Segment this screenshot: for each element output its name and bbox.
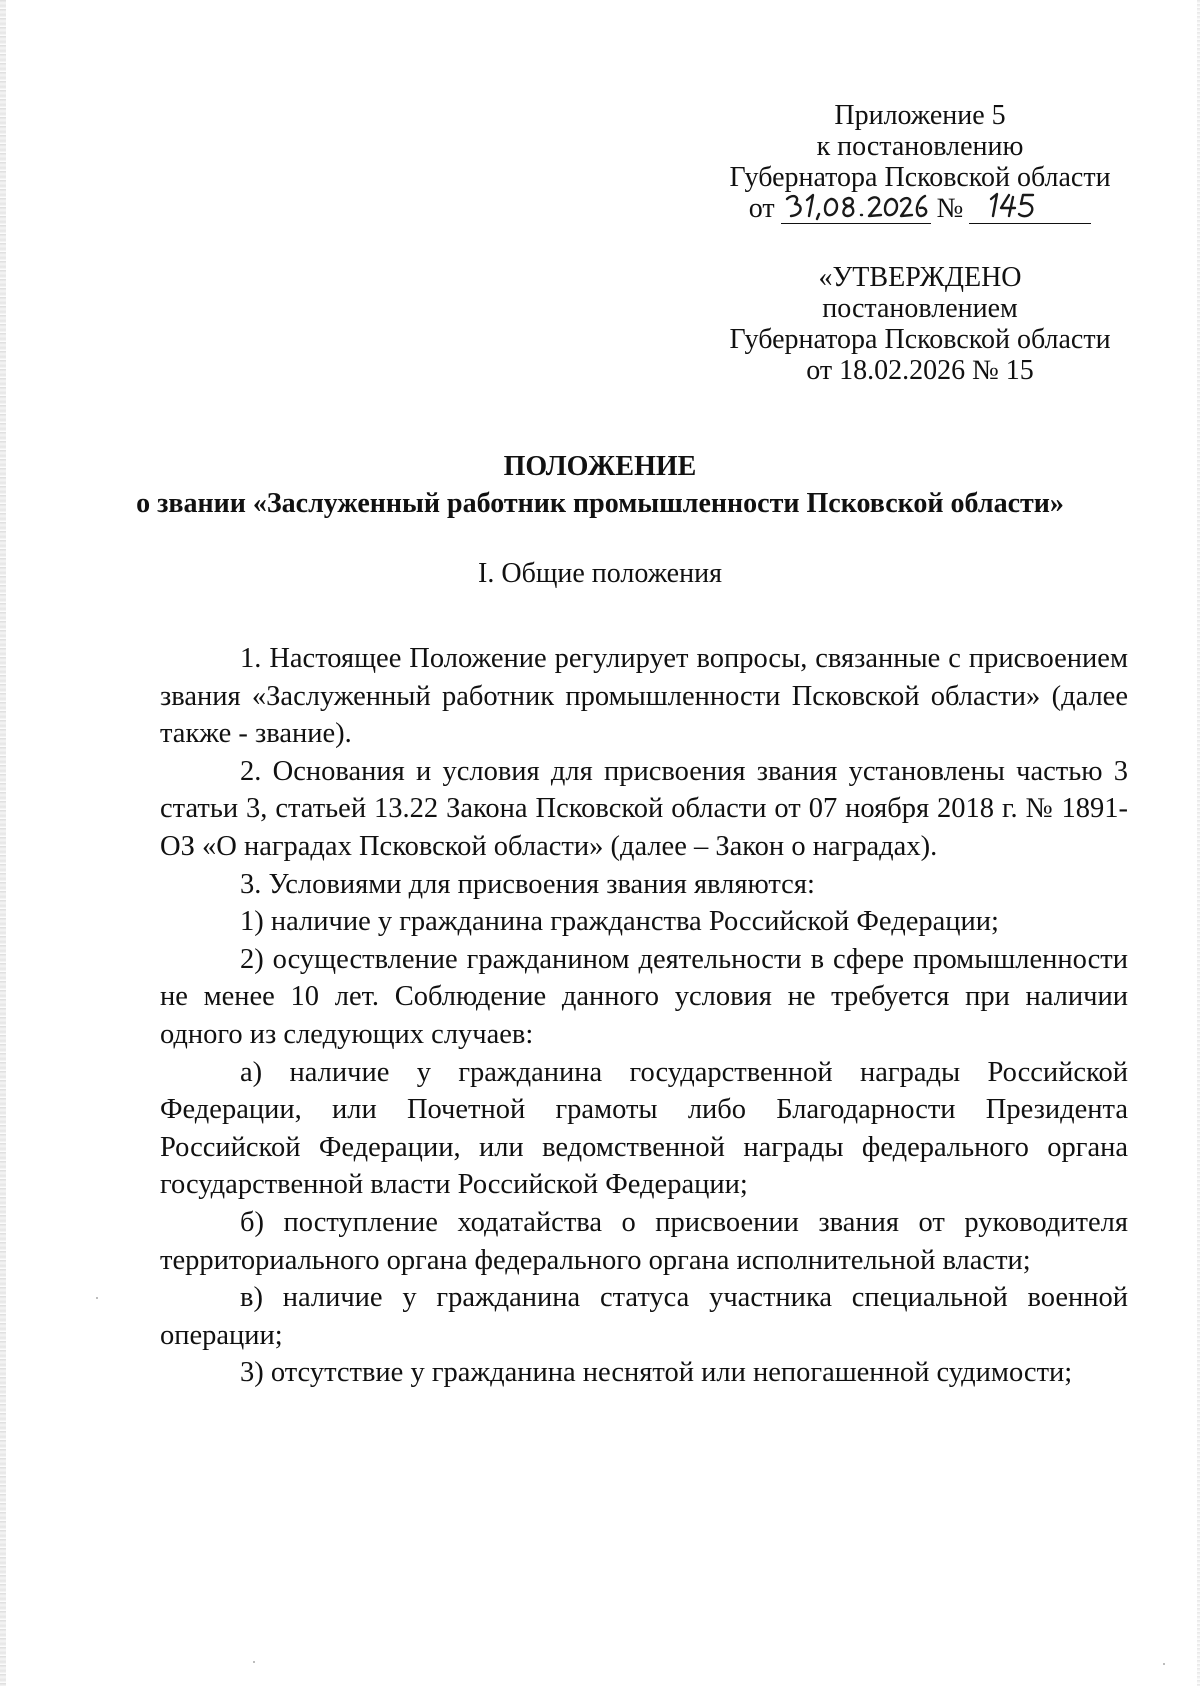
appendix-line-2: к постановлению bbox=[816, 131, 1024, 162]
paragraph-2: 2. Основания и условия для присвоения звания установлены частью 3 статьи 3, статьей 13.22 Закона Псковской области от 07 ноября 2018 г. № 1891-ОЗ «О наградах Псковской области» (далее – Закон о наградах). bbox=[160, 755, 1128, 862]
approved-line-2: постановлением bbox=[822, 293, 1018, 324]
document-subtitle: о звании «Заслуженный работник промышленности Псковской области» bbox=[136, 488, 1064, 519]
appendix-line-1: Приложение 5 bbox=[834, 100, 1006, 131]
approved-line-3: Губернатора Псковской области bbox=[729, 324, 1111, 355]
document-body bbox=[160, 640, 1128, 1392]
appendix-line-3: Губернатора Псковской области bbox=[729, 162, 1111, 193]
handwritten-date bbox=[781, 193, 931, 224]
appendix-date-line bbox=[700, 193, 1140, 224]
approval-header bbox=[700, 262, 1140, 386]
paragraph-3-item-2: 2) осуществление гражданином деятельности в сфере промышленности не менее 10 лет. Соблюдение данного условия не требуется при наличии одного из следующих случаев: bbox=[160, 943, 1128, 1050]
number-sign: № bbox=[936, 193, 964, 224]
paragraph-3-item-1: 1) наличие у гражданина гражданства Российской Федерации; bbox=[240, 906, 999, 938]
paragraph-3-item-3: 3) отсутствие у гражданина неснятой или непогашенной судимости; bbox=[240, 1357, 1073, 1389]
scan-speck bbox=[96, 1297, 98, 1299]
paragraph-3-item-2-v: в) наличие у гражданина статуса участника специальной военной операции; bbox=[160, 1282, 1128, 1351]
paragraph-3-item-2-a: а) наличие у гражданина государственной награды Российской Федерации, или Почетной грамоты либо Благодарности Президента Российской Федерации, или ведомственной награды федерального органа государственной власти Российской Федерации; bbox=[160, 1056, 1128, 1201]
approved-line-4: от 18.02.2026 № 15 bbox=[806, 355, 1034, 386]
paragraph-1: 1. Настоящее Положение регулирует вопросы, связанные с присвоением звания «Заслуженный работник промышленности Псковской области» (далее также - звание). bbox=[160, 643, 1128, 750]
handwritten-number-graphic bbox=[969, 191, 1091, 221]
paragraph-3: 3. Условиями для присвоения звания являются: bbox=[240, 868, 815, 900]
paragraph-3-item-2-b: б) поступление ходатайства о присвоении звания от руководителя территориального органа федерального органа исполнительной власти; bbox=[160, 1206, 1128, 1276]
appendix-header bbox=[700, 100, 1140, 224]
document-title: ПОЛОЖЕНИЕ bbox=[503, 451, 697, 482]
scan-edge-left bbox=[0, 0, 6, 1686]
handwritten-number bbox=[969, 193, 1091, 224]
date-prefix: от bbox=[748, 193, 775, 224]
section-heading: I. Общие положения bbox=[478, 558, 722, 589]
handwritten-date-graphic bbox=[781, 191, 931, 221]
scan-speck bbox=[1163, 1663, 1165, 1665]
approved-line-1: «УТВЕРЖДЕНО bbox=[818, 262, 1022, 293]
scan-speck bbox=[253, 1661, 255, 1663]
